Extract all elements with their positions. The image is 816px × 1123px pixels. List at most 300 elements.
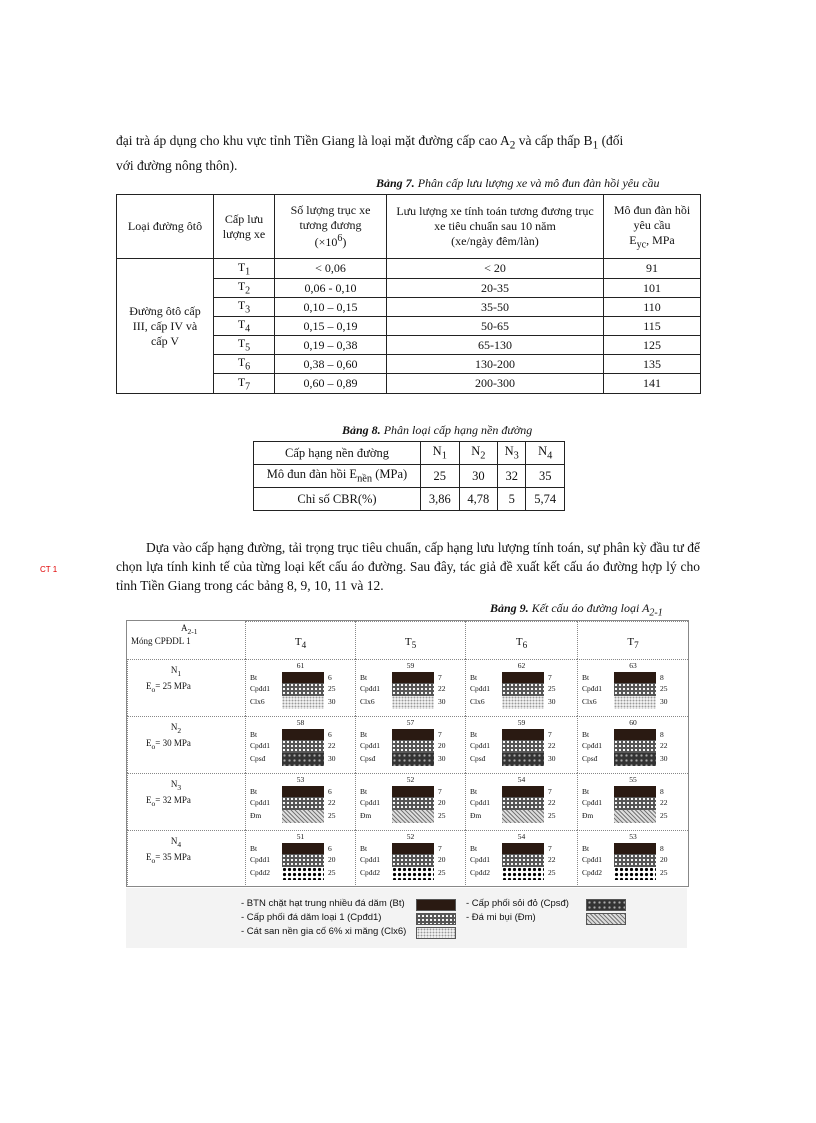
- layer-thickness: 25: [548, 811, 556, 820]
- layer-label: Bt: [582, 844, 590, 853]
- layer-label: Bt: [582, 673, 590, 682]
- layer-swatch-cpdd: [392, 740, 434, 753]
- corner-sub: 2-1: [187, 626, 198, 636]
- layer-swatch-bt: [502, 843, 544, 854]
- layer-label: Cpđd1: [250, 684, 271, 693]
- layer-thickness: 25: [660, 811, 668, 820]
- layer-thickness: 6: [328, 787, 332, 796]
- table9-structure-cell: [465, 830, 577, 887]
- layer-thickness: 20: [328, 855, 336, 864]
- layer-thickness: 7: [548, 844, 552, 853]
- layer-swatch-cpdd: [282, 797, 324, 810]
- layer-label: Cpđd2: [470, 868, 491, 877]
- table8-row-label: [254, 465, 421, 488]
- layer-label: Bt: [470, 844, 478, 853]
- table9-caption-text: Kết cấu áo đường loại A: [531, 601, 650, 615]
- layer-thickness: 30: [548, 754, 556, 763]
- legend-item-cpsd: [466, 898, 569, 909]
- layer-label: Cpsđ: [250, 754, 266, 763]
- layer-label: Cpđd2: [582, 868, 603, 877]
- table7-header-traffic-level: Cấp lưu lượng xe: [214, 195, 275, 259]
- layer-label: Bt: [470, 730, 478, 739]
- layer-label: Cpđd1: [250, 855, 271, 864]
- layer-label: Cpđd1: [360, 855, 381, 864]
- layer-swatch-cpdd: [502, 683, 544, 696]
- layer-label: Bt: [470, 787, 478, 796]
- table7-cell-axle: < 0,06: [275, 259, 387, 279]
- grade-sub: 3: [513, 450, 519, 462]
- table8-caption: [342, 423, 532, 438]
- layer-label: Cpsđ: [582, 754, 598, 763]
- t-letter: T: [237, 317, 246, 332]
- modulus-unit: , MPa: [646, 232, 675, 247]
- grade-sub: 4: [547, 450, 553, 462]
- table9-structure-cell: [577, 773, 688, 830]
- table7-cell-axle: 0,10 – 0,15: [275, 298, 387, 317]
- column-label: [356, 636, 465, 650]
- layer-label: Bt: [250, 844, 258, 853]
- table7-cell-flow: 50-65: [387, 317, 604, 336]
- layer-thickness: 30: [660, 754, 668, 763]
- layer-swatch-bt: [392, 729, 434, 740]
- layer-swatch-bt: [282, 672, 324, 683]
- table9-structure-cell: [577, 659, 688, 716]
- table8-modulus: 30: [459, 465, 498, 488]
- table7-cell-axle: 0,15 – 0,19: [275, 317, 387, 336]
- row-nsub: 1: [177, 668, 182, 678]
- layer-thickness: 22: [438, 684, 446, 693]
- layer-swatch-cpdd2: [502, 867, 544, 880]
- table8-cbr: 5,74: [526, 488, 565, 511]
- layer-swatch-dm: [614, 810, 656, 823]
- layer-thickness: 7: [548, 787, 552, 796]
- layer-swatch-cpdd2: [282, 867, 324, 880]
- column-t: T: [515, 636, 523, 648]
- legend-text: - Cát san nền gia cố 6% xi măng (Clx6): [241, 926, 407, 937]
- layer-thickness: 30: [328, 754, 336, 763]
- layer-swatch-cpdd: [614, 683, 656, 696]
- table7-cell-flow: 35-50: [387, 298, 604, 317]
- layer-thickness: 20: [438, 798, 446, 807]
- row-esub: o: [151, 741, 156, 751]
- table7-cell-mod: 91: [604, 259, 701, 279]
- structure-total-thickness: 52: [406, 775, 415, 784]
- table7-header-road-type: Loại đường ôtô: [117, 195, 214, 259]
- legend-item-cpdd: [241, 912, 381, 923]
- structure-total-thickness: 62: [517, 661, 526, 670]
- table8-caption-label: Bảng 8.: [342, 423, 381, 437]
- row-grade: [146, 664, 206, 680]
- corner-a: A: [181, 623, 188, 633]
- layer-swatch-cpsd: [282, 753, 324, 766]
- grade-letter: N: [538, 444, 548, 459]
- table8-grade: [421, 442, 460, 465]
- axle-count-label: Số lượng trục xe tương đương: [290, 203, 371, 232]
- table9-structure-cell: [245, 773, 355, 830]
- row-nsub: 3: [177, 782, 182, 792]
- table7-cell-t: [214, 259, 275, 279]
- layer-label: Cpđd1: [470, 855, 491, 864]
- table8-grade: [498, 442, 526, 465]
- layer-thickness: 25: [660, 684, 668, 693]
- layer-label: Đm: [360, 811, 372, 820]
- table7-cell-flow: < 20: [387, 259, 604, 279]
- table9-caption: [490, 601, 663, 618]
- layer-label: Cpđd1: [360, 741, 381, 750]
- t-letter: T: [237, 336, 246, 351]
- structure-total-thickness: 59: [517, 718, 526, 727]
- layer-thickness: 30: [548, 697, 556, 706]
- layer-label: Cpđd1: [582, 741, 603, 750]
- layer-swatch-cpdd: [614, 797, 656, 810]
- layer-swatch-bt: [392, 672, 434, 683]
- layer-label: Bt: [470, 673, 478, 682]
- layer-swatch-clx: [614, 696, 656, 709]
- row-label-text: [146, 721, 206, 753]
- body-paragraph: Dựa vào cấp hạng đường, tải trọng trục tiêu chuẩn, cấp hạng lưu lượng tính toán, sự phân kỳ đầu tư để chọn lựa tính kinh tế của từng loại kết cấu áo đường. Sau đây, tác giả đề xuất kết cấu áo đường hợp lý cho tỉnh Tiền Giang trong các bảng 8, 9, 10, 11 và 12.: [116, 540, 700, 593]
- row-n: N: [170, 665, 178, 675]
- t-sub: 4: [245, 323, 251, 335]
- layer-label: Cpđd1: [470, 684, 491, 693]
- t-sub: 7: [245, 381, 251, 393]
- table9-structure-cell: [465, 716, 577, 773]
- table7-cell-flow: 65-130: [387, 336, 604, 355]
- table9-column-header: [355, 621, 465, 659]
- layer-label: Bt: [360, 730, 368, 739]
- table8-grade: [459, 442, 498, 465]
- column-label: [466, 636, 577, 650]
- table7-cell-axle: 0,06 - 0,10: [275, 279, 387, 298]
- layer-label: Bt: [582, 730, 590, 739]
- layer-thickness: 20: [660, 855, 668, 864]
- t-letter: T: [237, 374, 246, 389]
- layer-thickness: 30: [438, 697, 446, 706]
- table9-structure-cell: [245, 716, 355, 773]
- layer-swatch-cpdd: [282, 740, 324, 753]
- row-modulus: [146, 737, 206, 753]
- layer-thickness: 22: [660, 798, 668, 807]
- table9-corner: [131, 623, 241, 646]
- layer-thickness: 25: [438, 868, 446, 877]
- margin-note: CT 1: [40, 565, 58, 574]
- structure-total-thickness: 57: [406, 718, 415, 727]
- layer-thickness: 22: [548, 798, 556, 807]
- table9-caption-label: Bảng 9.: [490, 601, 529, 615]
- layer-label: Cpđd1: [250, 798, 271, 807]
- structure-total-thickness: 53: [629, 832, 637, 841]
- layer-label: Cpđd1: [360, 798, 381, 807]
- table9-structure-cell: [577, 830, 688, 887]
- grade-letter: N: [432, 444, 442, 459]
- modulus-sub: nền: [357, 473, 373, 485]
- corner-foundation: Móng CPĐDL 1: [131, 635, 191, 646]
- layer-label: Clx6: [250, 697, 265, 706]
- layer-label: Đm: [582, 811, 594, 820]
- table8-grade: [526, 442, 565, 465]
- layer-label: Cpđd1: [470, 798, 491, 807]
- structure-total-thickness: 58: [296, 718, 305, 727]
- layer-thickness: 7: [438, 844, 442, 853]
- table8-caption-title: Phân loại cấp hạng nền đường: [383, 423, 533, 437]
- table7-cell-mod: 125: [604, 336, 701, 355]
- row-label-text: [146, 778, 206, 810]
- table8-modulus: 25: [421, 465, 460, 488]
- layer-swatch-cpdd: [282, 683, 324, 696]
- layer-swatch-bt: [614, 786, 656, 797]
- table7: [116, 194, 701, 394]
- layer-thickness: 6: [328, 673, 332, 682]
- layer-label: Clx6: [360, 697, 375, 706]
- table9-structure-cell: [355, 659, 465, 716]
- modulus-label: Mô đun đàn hồi yêu cầu: [613, 202, 691, 232]
- grade-sub: 1: [441, 450, 447, 462]
- modulus-unit: (MPa): [372, 467, 408, 482]
- table9-structure-cell: [355, 830, 465, 887]
- layer-swatch-cpdd: [392, 797, 434, 810]
- modulus-sub: yc: [636, 239, 647, 251]
- table9-structure-cell: [465, 659, 577, 716]
- axle-count-sup: 6: [337, 233, 343, 244]
- row-eval: = 35 MPa: [155, 851, 191, 862]
- layer-label: Cpđd1: [582, 798, 603, 807]
- table9-diagram: [126, 620, 689, 887]
- table7-cell-t: [214, 298, 275, 317]
- table7-cell-mod: 141: [604, 374, 701, 394]
- layer-swatch-cpdd: [502, 797, 544, 810]
- structure-total-thickness: 55: [629, 775, 637, 784]
- row-eval: = 25 MPa: [155, 680, 191, 691]
- table9-column-header: [465, 621, 577, 659]
- layer-label: Cpđd1: [470, 741, 491, 750]
- structure-total-thickness: 59: [406, 661, 415, 670]
- table7-cell-t: [214, 317, 275, 336]
- layer-swatch-cpdd2: [392, 867, 434, 880]
- row-esub: o: [151, 684, 156, 694]
- layer-label: Clx6: [582, 697, 597, 706]
- layer-thickness: 22: [548, 855, 556, 864]
- table8-cbr: 3,86: [421, 488, 460, 511]
- row-modulus: [146, 680, 206, 696]
- axle-count-close: ): [342, 235, 347, 249]
- structure-total-thickness: 63: [629, 661, 637, 670]
- table8-row-label: Cấp hạng nền đường: [254, 442, 421, 465]
- table7-cell-mod: 101: [604, 279, 701, 298]
- structure-total-thickness: 53: [296, 775, 305, 784]
- intro-text-1: đại trà áp dụng cho khu vực tỉnh Tiền Giang là loại mặt đường cấp cao A: [116, 133, 510, 148]
- layer-thickness: 7: [438, 787, 442, 796]
- table9-column-header: [577, 621, 688, 659]
- intro-text-2: và cấp thấp B: [515, 133, 593, 148]
- layer-thickness: 25: [548, 868, 556, 877]
- t-letter: T: [237, 259, 246, 274]
- table7-cell-flow: 20-35: [387, 279, 604, 298]
- structure-total-thickness: 52: [406, 832, 415, 841]
- table9-row-label: [127, 773, 245, 830]
- layer-label: Clx6: [470, 697, 485, 706]
- column-sub: 6: [522, 640, 528, 651]
- layer-label: Bt: [250, 730, 258, 739]
- legend-swatch-cpsd: [586, 899, 626, 911]
- modulus-e: E: [629, 232, 637, 247]
- layer-swatch-bt: [282, 843, 324, 854]
- layer-label: Cpđd1: [360, 684, 381, 693]
- table8-modulus: 32: [498, 465, 526, 488]
- layer-swatch-bt: [502, 729, 544, 740]
- layer-swatch-bt: [502, 786, 544, 797]
- column-label: [578, 636, 688, 650]
- layer-swatch-bt: [614, 729, 656, 740]
- layer-thickness: 30: [328, 697, 336, 706]
- row-grade: [146, 721, 206, 737]
- t-letter: T: [237, 298, 246, 313]
- table8: [253, 441, 565, 511]
- grade-letter: N: [504, 444, 514, 459]
- layer-thickness: 22: [660, 741, 668, 750]
- column-label: [246, 636, 355, 650]
- layer-label: Cpđd1: [582, 855, 603, 864]
- row-grade: [146, 778, 206, 794]
- layer-thickness: 25: [548, 684, 556, 693]
- column-sub: 4: [301, 640, 307, 651]
- table9-legend: [126, 888, 687, 948]
- legend-text: - BTN chặt hạt trung nhiều đá dăm (Bt): [241, 898, 405, 909]
- layer-thickness: 8: [660, 787, 664, 796]
- intro-paragraph: [116, 131, 700, 175]
- layer-thickness: 7: [438, 730, 442, 739]
- row-eval: = 30 MPa: [155, 737, 191, 748]
- layer-swatch-bt: [614, 843, 656, 854]
- table9-structure-cell: [465, 773, 577, 830]
- layer-label: Đm: [250, 811, 262, 820]
- layer-label: Bt: [582, 787, 590, 796]
- t-letter: T: [237, 279, 246, 294]
- column-t: T: [404, 636, 412, 648]
- layer-swatch-cpsd: [392, 753, 434, 766]
- row-e: E: [146, 851, 152, 862]
- structure-total-thickness: 54: [517, 775, 526, 784]
- layer-swatch-cpdd2: [614, 867, 656, 880]
- t-letter: T: [237, 355, 246, 370]
- layer-thickness: 8: [660, 844, 664, 853]
- layer-thickness: 8: [660, 673, 664, 682]
- table7-header-axle-count: [275, 195, 387, 259]
- table7-cell-mod: 135: [604, 355, 701, 374]
- table9-caption-title: [531, 601, 663, 619]
- layer-swatch-cpdd: [392, 854, 434, 867]
- traffic-flow-unit: (xe/ngày đêm/làn): [451, 234, 539, 248]
- layer-label: Bt: [250, 787, 258, 796]
- table8-row-label: Chỉ số CBR(%): [254, 488, 421, 511]
- legend-item-clx: [241, 926, 406, 937]
- table9-structure-cell: [245, 830, 355, 887]
- layer-thickness: 22: [328, 798, 336, 807]
- layer-swatch-bt: [502, 672, 544, 683]
- intro-sub-2: 1: [592, 139, 599, 152]
- layer-swatch-cpdd: [614, 740, 656, 753]
- t-sub: 2: [245, 285, 251, 297]
- t-sub: 6: [245, 361, 251, 373]
- legend-swatch-clx: [416, 927, 456, 939]
- column-sub: 5: [411, 640, 417, 651]
- row-esub: o: [151, 855, 156, 865]
- layer-swatch-bt: [392, 843, 434, 854]
- layer-thickness: 20: [438, 741, 446, 750]
- layer-thickness: 7: [438, 673, 442, 682]
- table9-caption-sub: 2-1: [649, 607, 663, 619]
- column-sub: 7: [634, 640, 639, 651]
- table7-caption-label: Bảng 7.: [376, 176, 415, 190]
- layer-thickness: 8: [660, 730, 664, 739]
- intro-text-3: (đối: [598, 133, 624, 148]
- axle-count-unit: (×10: [314, 235, 338, 249]
- layer-label: Cpsđ: [470, 754, 486, 763]
- row-e: E: [146, 680, 152, 691]
- table7-cell-t: [214, 355, 275, 374]
- row-label-text: [146, 835, 206, 867]
- row-nsub: 2: [177, 725, 182, 735]
- layer-thickness: 22: [548, 741, 556, 750]
- legend-swatch-cpdd: [416, 913, 456, 925]
- table9-structure-cell: [355, 773, 465, 830]
- layer-swatch-bt: [392, 786, 434, 797]
- row-n: N: [170, 722, 178, 732]
- layer-swatch-cpdd: [502, 854, 544, 867]
- layer-thickness: 7: [548, 730, 552, 739]
- layer-thickness: 25: [328, 868, 336, 877]
- table7-cell-flow: 130-200: [387, 355, 604, 374]
- traffic-flow-label: Lưu lượng xe tính toán tương đương trục xe tiêu chuẩn sau 10 năm: [396, 204, 594, 233]
- legend-text: - Cấp phối đá dăm loại 1 (Cpđd1): [241, 912, 382, 923]
- row-e: E: [146, 737, 152, 748]
- grade-sub: 2: [480, 450, 486, 462]
- layer-swatch-cpsd: [614, 753, 656, 766]
- layer-swatch-cpsd: [502, 753, 544, 766]
- layer-swatch-cpdd: [282, 854, 324, 867]
- table7-cell-mod: 115: [604, 317, 701, 336]
- layer-swatch-cpdd: [392, 683, 434, 696]
- layer-swatch-dm: [282, 810, 324, 823]
- table7-caption-title: Phân cấp lưu lượng xe và mô đun đàn hồi yêu cầu: [417, 176, 660, 190]
- table9-column-header: [245, 621, 355, 659]
- table7-cell-axle: 0,38 – 0,60: [275, 355, 387, 374]
- layer-swatch-cpdd: [614, 854, 656, 867]
- row-modulus: [146, 794, 206, 810]
- layer-swatch-clx: [282, 696, 324, 709]
- legend-swatch-dm: [586, 913, 626, 925]
- layer-thickness: 25: [328, 684, 336, 693]
- layer-thickness: 7: [548, 673, 552, 682]
- table7-cell-t: [214, 336, 275, 355]
- row-esub: o: [151, 798, 156, 808]
- layer-label: Bt: [250, 673, 258, 682]
- layer-label: Cpsđ: [360, 754, 376, 763]
- table9-structure-cell: [577, 716, 688, 773]
- layer-label: Cpđd1: [250, 741, 271, 750]
- legend-text: - Cấp phối sỏi đỏ (Cpsđ): [466, 898, 569, 909]
- table7-cell-axle: 0,60 – 0,89: [275, 374, 387, 394]
- row-modulus: [146, 851, 206, 867]
- layer-thickness: 20: [438, 855, 446, 864]
- row-n: N: [170, 779, 178, 789]
- layer-swatch-cpdd: [502, 740, 544, 753]
- structure-total-thickness: 60: [629, 718, 637, 727]
- layer-thickness: 25: [328, 811, 336, 820]
- layer-label: Cpđd2: [250, 868, 271, 877]
- row-nsub: 4: [177, 839, 182, 849]
- structure-total-thickness: 61: [296, 661, 305, 670]
- table7-cell-axle: 0,19 – 0,38: [275, 336, 387, 355]
- structure-total-thickness: 54: [517, 832, 526, 841]
